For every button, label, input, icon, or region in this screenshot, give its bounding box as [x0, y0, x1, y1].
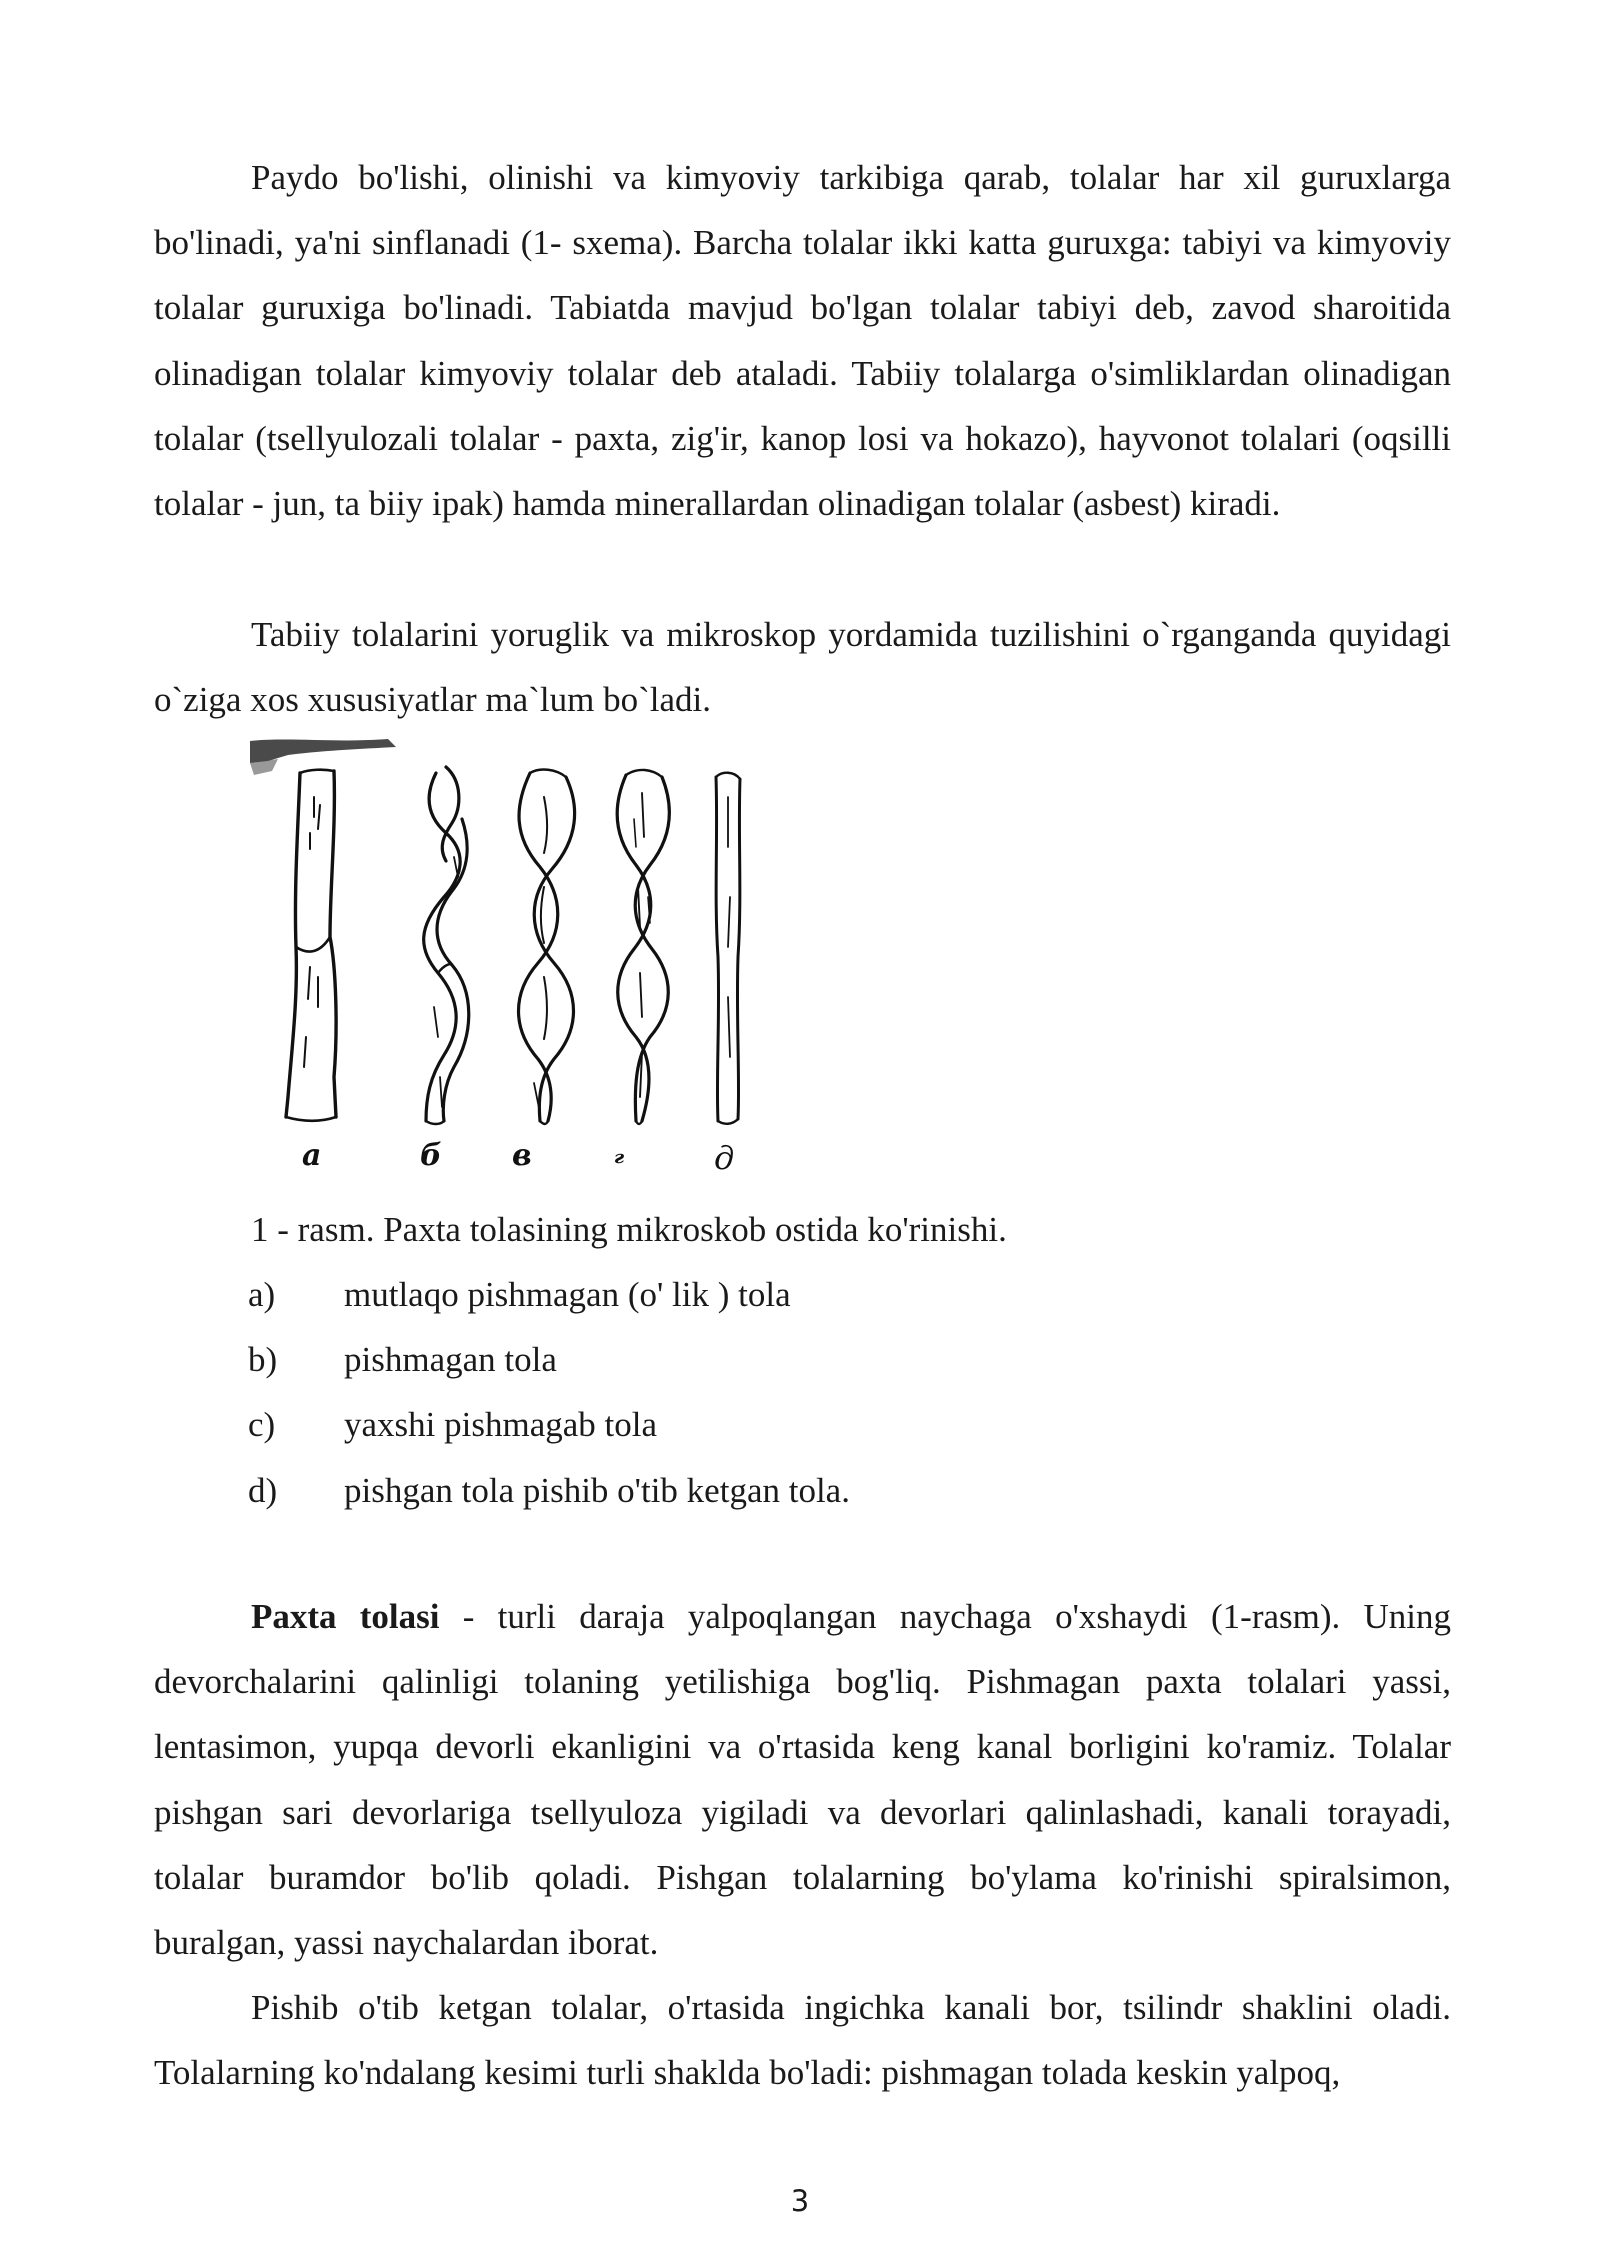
- fiber-a-drawing: [286, 770, 336, 1121]
- fiber-label-a: а: [302, 1138, 322, 1173]
- fiber-label-b: б: [420, 1138, 442, 1173]
- cotton-fiber-illustration: [248, 737, 784, 1187]
- fiber-b-drawing: [424, 767, 469, 1124]
- list-marker: b): [248, 1340, 278, 1380]
- term-cotton-fiber: Paxta tolasi: [251, 1597, 440, 1636]
- paragraph-classification: Paydo bo'lishi, olinishi va kimyoviy tarkibiga qarab, tolalar har xil guruxlarga bo'linadi, ya'ni sinflanadi (1- sxema). Barcha tolalar ikki katta guruxga: tabiyi va kimyoviy tolalar guruxiga bo'linadi. Tabiatda mavjud bo'lgan tolalar tabiyi deb, zavod sharoitida olinadigan tolalar kimyoviy tolalar deb ataladi. Tabiiy tolalarga o'simliklardan olinadigan tolalar (tsellyulozali tolalar - paxta, zig'ir, kanop losi va hokazo), hayvonot tolalari (oqsilli tolalar - jun, ta biiy ipak) hamda minerallardan olinadigan tolalar (asbest) kiradi.: [154, 158, 1451, 524]
- paragraph-microscope-intro: Tabiiy tolalarini yoruglik va mikroskop yordamida tuzilishini o`rganganda quyidagi o`ziga xos xususiyatlar ma`lum bo`ladi.: [154, 615, 1451, 720]
- list-text: pishgan tola pishib o'tib ketgan tola.: [344, 1470, 850, 1510]
- page-number: 3: [790, 2184, 810, 2218]
- fiber-label-c: в: [512, 1138, 532, 1173]
- fiber-label-d: г: [614, 1147, 625, 1168]
- list-marker: d): [248, 1470, 278, 1510]
- paragraph-cotton-fiber-text: - turli daraja yalpoqlangan naychaga o'xshaydi (1-rasm). Uning devorchalarini qalinligi tolaning yetilishiga bog'liq. Pishmagan paxta tolalari yassi, lentasimon, yupqa devorli ekanligini va o'rtasida keng kanal borligini ko'ramiz. Tolalar pishgan sari devorlariga tsellyuloza yigiladi va devorlari qalinlashadi, kanali torayadi, tolalar buramdor bo'lib qoladi. Pishgan tolalarning bo'ylama ko'rinishi spiralsimon, buralgan, yassi naychalardan iborat.: [154, 1597, 1451, 1963]
- list-marker: a): [248, 1275, 276, 1314]
- paragraph-overripe-fiber: Pishib o'tib ketgan tolalar, o'rtasida ingichka kanali bor, tsilindr shaklini oladi. Tolalarning ko'ndalang kesimi turli shaklda bo'ladi: pishmagan tolada keskin yalpoq,: [154, 1988, 1451, 2093]
- list-marker: c): [248, 1405, 276, 1445]
- paragraph-cotton-fiber: [154, 1584, 1451, 1975]
- cotton-fiber-figure: [248, 737, 784, 1187]
- fiber-label-e: д: [714, 1139, 735, 1177]
- fiber-d-drawing: [617, 770, 669, 1124]
- list-text: yaxshi pishmagab tola: [344, 1405, 658, 1445]
- list-text: mutlaqo pishmagan (o' lik ) tola: [344, 1275, 791, 1314]
- list-text: pishmagan tola: [344, 1340, 557, 1380]
- figure-caption: 1 - rasm. Paxta tolasining mikroskob ostida ko'rinishi.: [251, 1210, 1007, 1249]
- fiber-c-drawing: [519, 770, 575, 1124]
- fiber-e-drawing: [716, 773, 740, 1124]
